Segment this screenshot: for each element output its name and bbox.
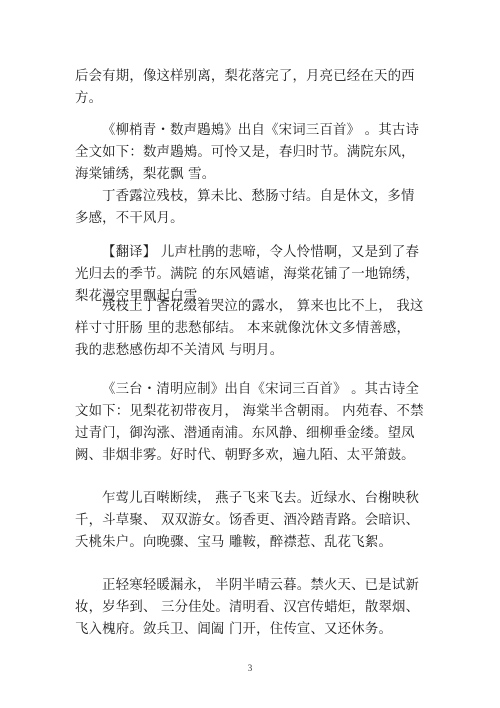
paragraph-liushaoqing-second-stanza: 丁香露泣残枝，算未比、愁肠寸结。自是休文，多情多感，不干风月。: [75, 189, 415, 226]
paragraph-translation-part1: 【翻译】 儿声杜鹃的悲啼，令人怜惜啊，又是到了春光归去的季节。满院 的东风嬉谑，海棠花铺了一地锦绣，梨花漫空里飘起白雪。: [75, 245, 420, 304]
paragraph-closing-translation: 后会有期，像这样别离，梨花落完了，月亮已经在天的西方。: [75, 69, 415, 106]
paragraph-santai-intro: 《三台・清明应制》出自《宋词三百首》 。其古诗全文如下：见梨花初带夜月， 海棠半含朝雨。 内苑春、不禁过青门，御沟涨、潜通南浦。东风静、细柳垂金缕。望凤阙、非烟非雾。好时代、朝野多欢，遍九陌、太平箫鼓。: [75, 382, 424, 463]
page-number: 3: [247, 663, 253, 673]
paragraph-translation-part2: 残枝上丁香花缀着哭泣的露水， 算来也比不上， 我这样寸寸肝肠 里的悲愁郁结。 本来就像沈休文多情善感， 我的悲愁感伤却不关清风 与明月。: [75, 299, 424, 358]
paragraph-santai-second-stanza: 乍莺儿百啭断续， 燕子飞来飞去。近绿水、台榭映秋千，斗草聚、 双双游女。饧香更、酒冷踏青路。会暗识、夭桃朱户。向晚骤、宝马 雕鞍，醉襟惹、乱花飞絮。: [75, 491, 420, 550]
paragraph-liushaoqing-intro: 《柳梢青・数声鶗鴂》出自《宋词三百首》 。其古诗全文如下：数声鶗鴂。可怜又是，春归时节。满院东风，海棠铺绣，梨花飘 雪。: [75, 123, 420, 182]
paragraph-santai-third-stanza: 正轻寒轻暖漏永， 半阴半晴云暮。禁火天、已是试新妆，岁华到、 三分佳处。清明看、汉宫传蜡炬，散翠烟、飞入槐府。敛兵卫、阊阖 门开，住传宣、又还休务。: [75, 578, 420, 637]
